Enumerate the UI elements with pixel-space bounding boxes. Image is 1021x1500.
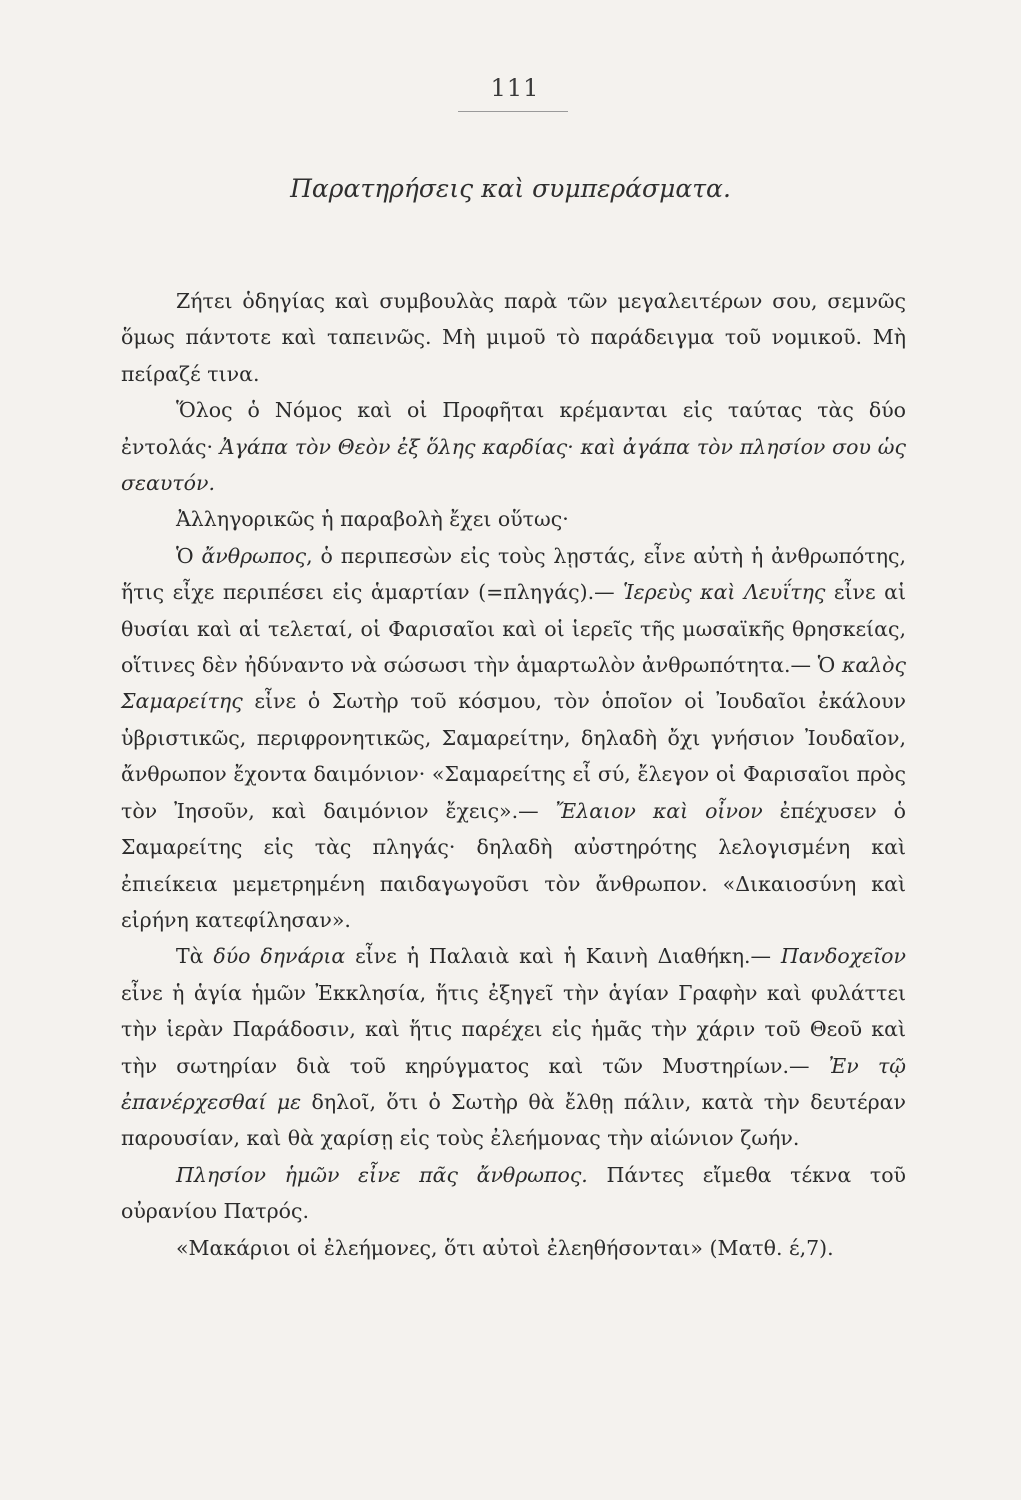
page-number-rule [458,111,568,112]
paragraph-6: Πλησίον ἡμῶν εἶνε πᾶς ἄνθρωπος. Πάντες εἴμεθα τέκνα τοῦ οὐρανίου Πατρός. [121,1162,906,1224]
paragraph-4: Ὁ ἄνθρωπος, ὁ περιπεσὼν εἰς τοὺς λῃστάς, εἶνε αὐτὴ ἡ ἀνθρωπότης, ἥτις εἶχε περιπέσει εἰς ἁμαρτίαν (=πληγάς).— Ἱερεὺς καὶ Λευΐτης εἶνε αἱ θυσίαι καὶ αἱ τελεταί, οἱ Φαρισαῖοι καὶ οἱ ἱερεῖς τῆς μωσαϊκῆς θρησκείας, οἵτινες δὲν ἠδύναντο νὰ σώσωσι τὴν ἁμαρτωλὸν ἀνθρωπότητα.— Ὁ καλὸς Σαμαρείτης εἶνε ὁ Σωτὴρ τοῦ κόσμου, τὸν ὁποῖον οἱ Ἰουδαῖοι ἐκάλουν ὑβριστικῶς, περιφρονητικῶς, Σαμαρείτην, δηλαδὴ ὄχι γνήσιον Ἰουδαῖον, ἄνθρωπον ἔχοντα δαιμόνιον· «Σαμαρείτης εἶ σύ, ἔλεγον οἱ Φαρισαῖοι πρὸς τὸν Ἰησοῦν, καὶ δαιμόνιον ἔχεις».— Ἔλαιον καὶ οἶνον ἐπέχυσεν ὁ Σαμαρείτης εἰς τὰς πληγάς· δηλαδὴ αὐστηρότης λελογισμένη καὶ ἐπιείκεια μεμετρημένη παιδαγωγοῦσι τὸν ἄνθρωπον. «Δικαιοσύνη καὶ εἰρήνη κατεφίλησαν». [121,543,907,932]
paragraph-3: Ἀλληγορικῶς ἡ παραβολὴ ἔχει οὕτως· [176,507,569,532]
paragraph-1: Ζήτει ὁδηγίας καὶ συμβουλὰς παρὰ τῶν μεγαλειτέρων σου, σεμνῶς ὅμως πάντοτε καὶ ταπεινῶς. Μὴ μιμοῦ τὸ παράδειγμα τοῦ νομικοῦ. Μὴ πείραζέ τινα. [121,289,906,386]
paragraph-2: Ὅλος ὁ Νόμος καὶ οἱ Προφῆται κρέμανται εἰς ταύτας τὰς δύο ἐντολάς· Ἀγάπα τὸν Θεὸν ἐξ ὅλης καρδίας· καὶ ἀγάπα τὸν πλησίον σου ὡς σεαυτόν. [121,398,906,496]
paragraph-7: «Μακάριοι οἱ ἐλεήμονες, ὅτι αὐτοὶ ἐλεηθήσονται» (Ματθ. έ,7). [176,1235,834,1260]
section-title: Παρατηρήσεις καὶ συμπεράσματα. [290,174,731,203]
page-number: 111 [490,74,540,102]
body-text [121,283,906,1266]
paragraph-5: Τὰ δύο δηνάρια εἶνε ἡ Παλαιὰ καὶ ἡ Καινὴ Διαθήκη.— Πανδοχεῖον εἶνε ἡ ἁγία ἡμῶν Ἐκκλησία, ἥτις ἐξηγεῖ τὴν ἁγίαν Γραφὴν καὶ φυλάττει τὴν ἱερὰν Παράδοσιν, καὶ ἥτις παρέχει εἰς ἡμᾶς τὴν χάριν τοῦ Θεοῦ καὶ τὴν σωτηρίαν διὰ τοῦ κηρύγματος καὶ τῶν Μυστηρίων.— Ἐν τῷ ἐπανέρχεσθαί με δηλοῖ, ὅτι ὁ Σωτὴρ θὰ ἔλθῃ πάλιν, κατὰ τὴν δευτέραν παρουσίαν, καὶ θὰ χαρίσῃ εἰς τοὺς ἐλεήμονας τὴν αἰώνιον ζωήν. [121,944,906,1151]
